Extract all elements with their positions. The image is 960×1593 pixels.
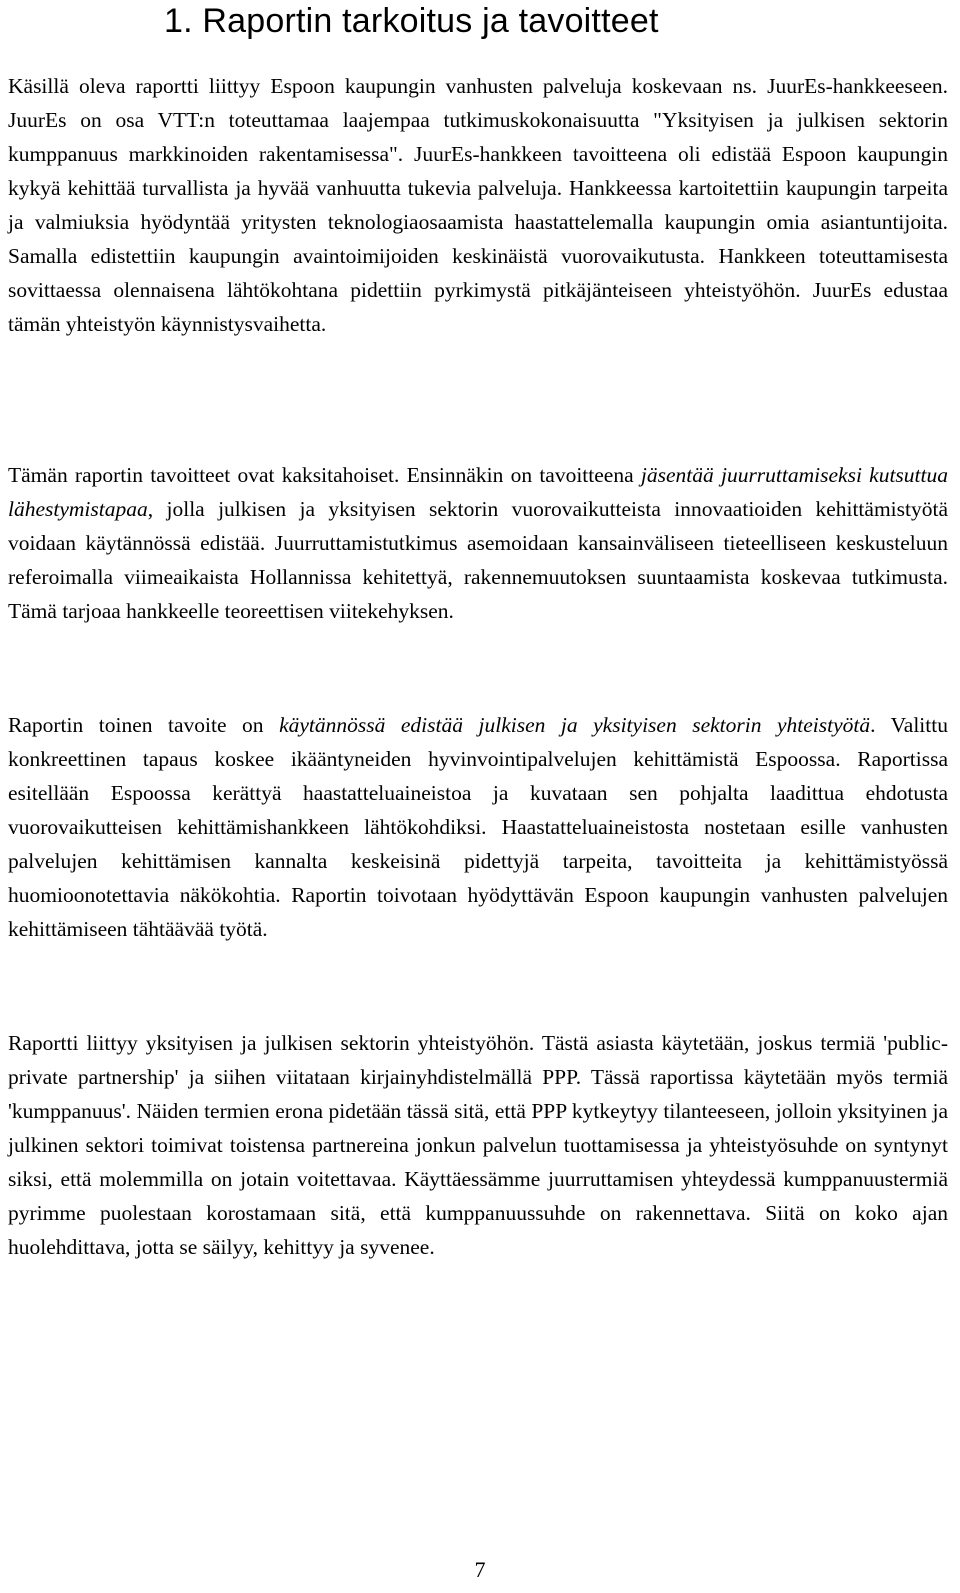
paragraph-goals-text-b: , jolla julkisen ja yksityisen sektorin vuorovaikutteista innovaatioiden kehittämistyötä voidaan käytännössä edistää. Juurruttamistutkimus asemoidaan kansainväliseen tieteelliseen keskusteluun referoimalla viimeaikaista Hollannissa kehitettyä, rakennemuutoksen suuntaamista koskevaa tutkimusta. Tämä tarjoaa hankkeelle teoreettisen viitekehyksen. (8, 497, 948, 623)
section-heading: 1. Raportin tarkoitus ja tavoitteet (164, 2, 659, 40)
paragraph-goals-emphasis: jäsentää juurruttamiseksi kutsuttua lähestymistapaa (8, 463, 948, 521)
page-number: 7 (474, 1557, 486, 1582)
paragraph-second-goal (8, 708, 948, 946)
paragraph-partnership: Raportti liittyy yksityisen ja julkisen sektorin yhteistyöhön. Tästä asiasta käytetään, joskus termiä 'public-private partnership' ja siihen viitataan kirjainyhdistelmällä PPP. Tässä raportissa käytetään myös termiä 'kumppanuus'. Näiden termien erona pidetään tässä sitä, että PPP kytkeytyy tilanteeseen, jolloin yksityinen ja julkinen sektori toimivat toistensa partnereina jonkun palvelun tuottamisessa ja yhteistyösuhde on syntynyt siksi, että molemmilla on jotain voitettavaa. Käyttäessämme juurruttamisen yhteydessä kumppanuustermiä pyrimme puolestaan korostamaan sitä, että kumppanuussuhde on rakennettava. Siitä on koko ajan huolehdittava, jotta se säilyy, kehittyy ja syvenee. (8, 1031, 948, 1259)
paragraph-second-goal-text-a: Raportin toinen tavoite on (8, 713, 280, 737)
paragraph-goals-text-a: Tämän raportin tavoitteet ovat kaksitahoiset. Ensinnäkin on tavoitteena (8, 463, 641, 487)
paragraph-second-goal-emphasis: käytännössä edistää julkisen ja yksityisen sektorin yhteistyötä (279, 713, 871, 737)
paragraph-second-goal-text-b: . Valittu konkreettinen tapaus koskee ikääntyneiden hyvinvointipalvelujen kehittämistä Espoossa. Raportissa esitellään Espoossa kerättyä haastatteluaineistoa ja kuvataan sen pohjalta laadittua ehdotusta vuorovaikutteisen kehittämishankkeen lähtökohdiksi. Haastatteluaineistosta nostetaan esille vanhusten palvelujen kehittämisen kannalta keskeisinä pidettyjä tarpeita, tavoitteita ja kehittämistyössä huomioonotettavia näkökohtia. Raportin toivotaan hyödyttävän Espoon kaupungin vanhusten palvelujen kehittämiseen tähtäävää työtä. (8, 713, 948, 941)
paragraph-goals (8, 458, 948, 628)
paragraph-intro: Käsillä oleva raportti liittyy Espoon kaupungin vanhusten palveluja koskevaan ns. JuurEs-hankkeeseen. JuurEs on osa VTT:n toteuttamaa laajempaa tutkimuskokonaisuutta "Yksityisen ja julkisen sektorin kumppanuus markkinoiden rakentamisessa". JuurEs-hankkeen tavoitteena oli edistää Espoon kaupungin kykyä kehittää turvallista ja hyvää vanhuutta tukevia palveluja. Hankkeessa kartoitettiin kaupungin tarpeita ja valmiuksia hyödyntää yritysten teknologiaosaamista haastattelemalla kaupungin omia asiantuntijoita. Samalla edistettiin kaupungin avaintoimijoiden keskinäistä vuorovaikutusta. Hankkeen toteuttamisesta sovittaessa olennaisena lähtökohtana pidettiin pyrkimystä pitkäjänteiseen yhteistyöhön. JuurEs edustaa tämän yhteistyön käynnistysvaihetta. (8, 74, 948, 336)
